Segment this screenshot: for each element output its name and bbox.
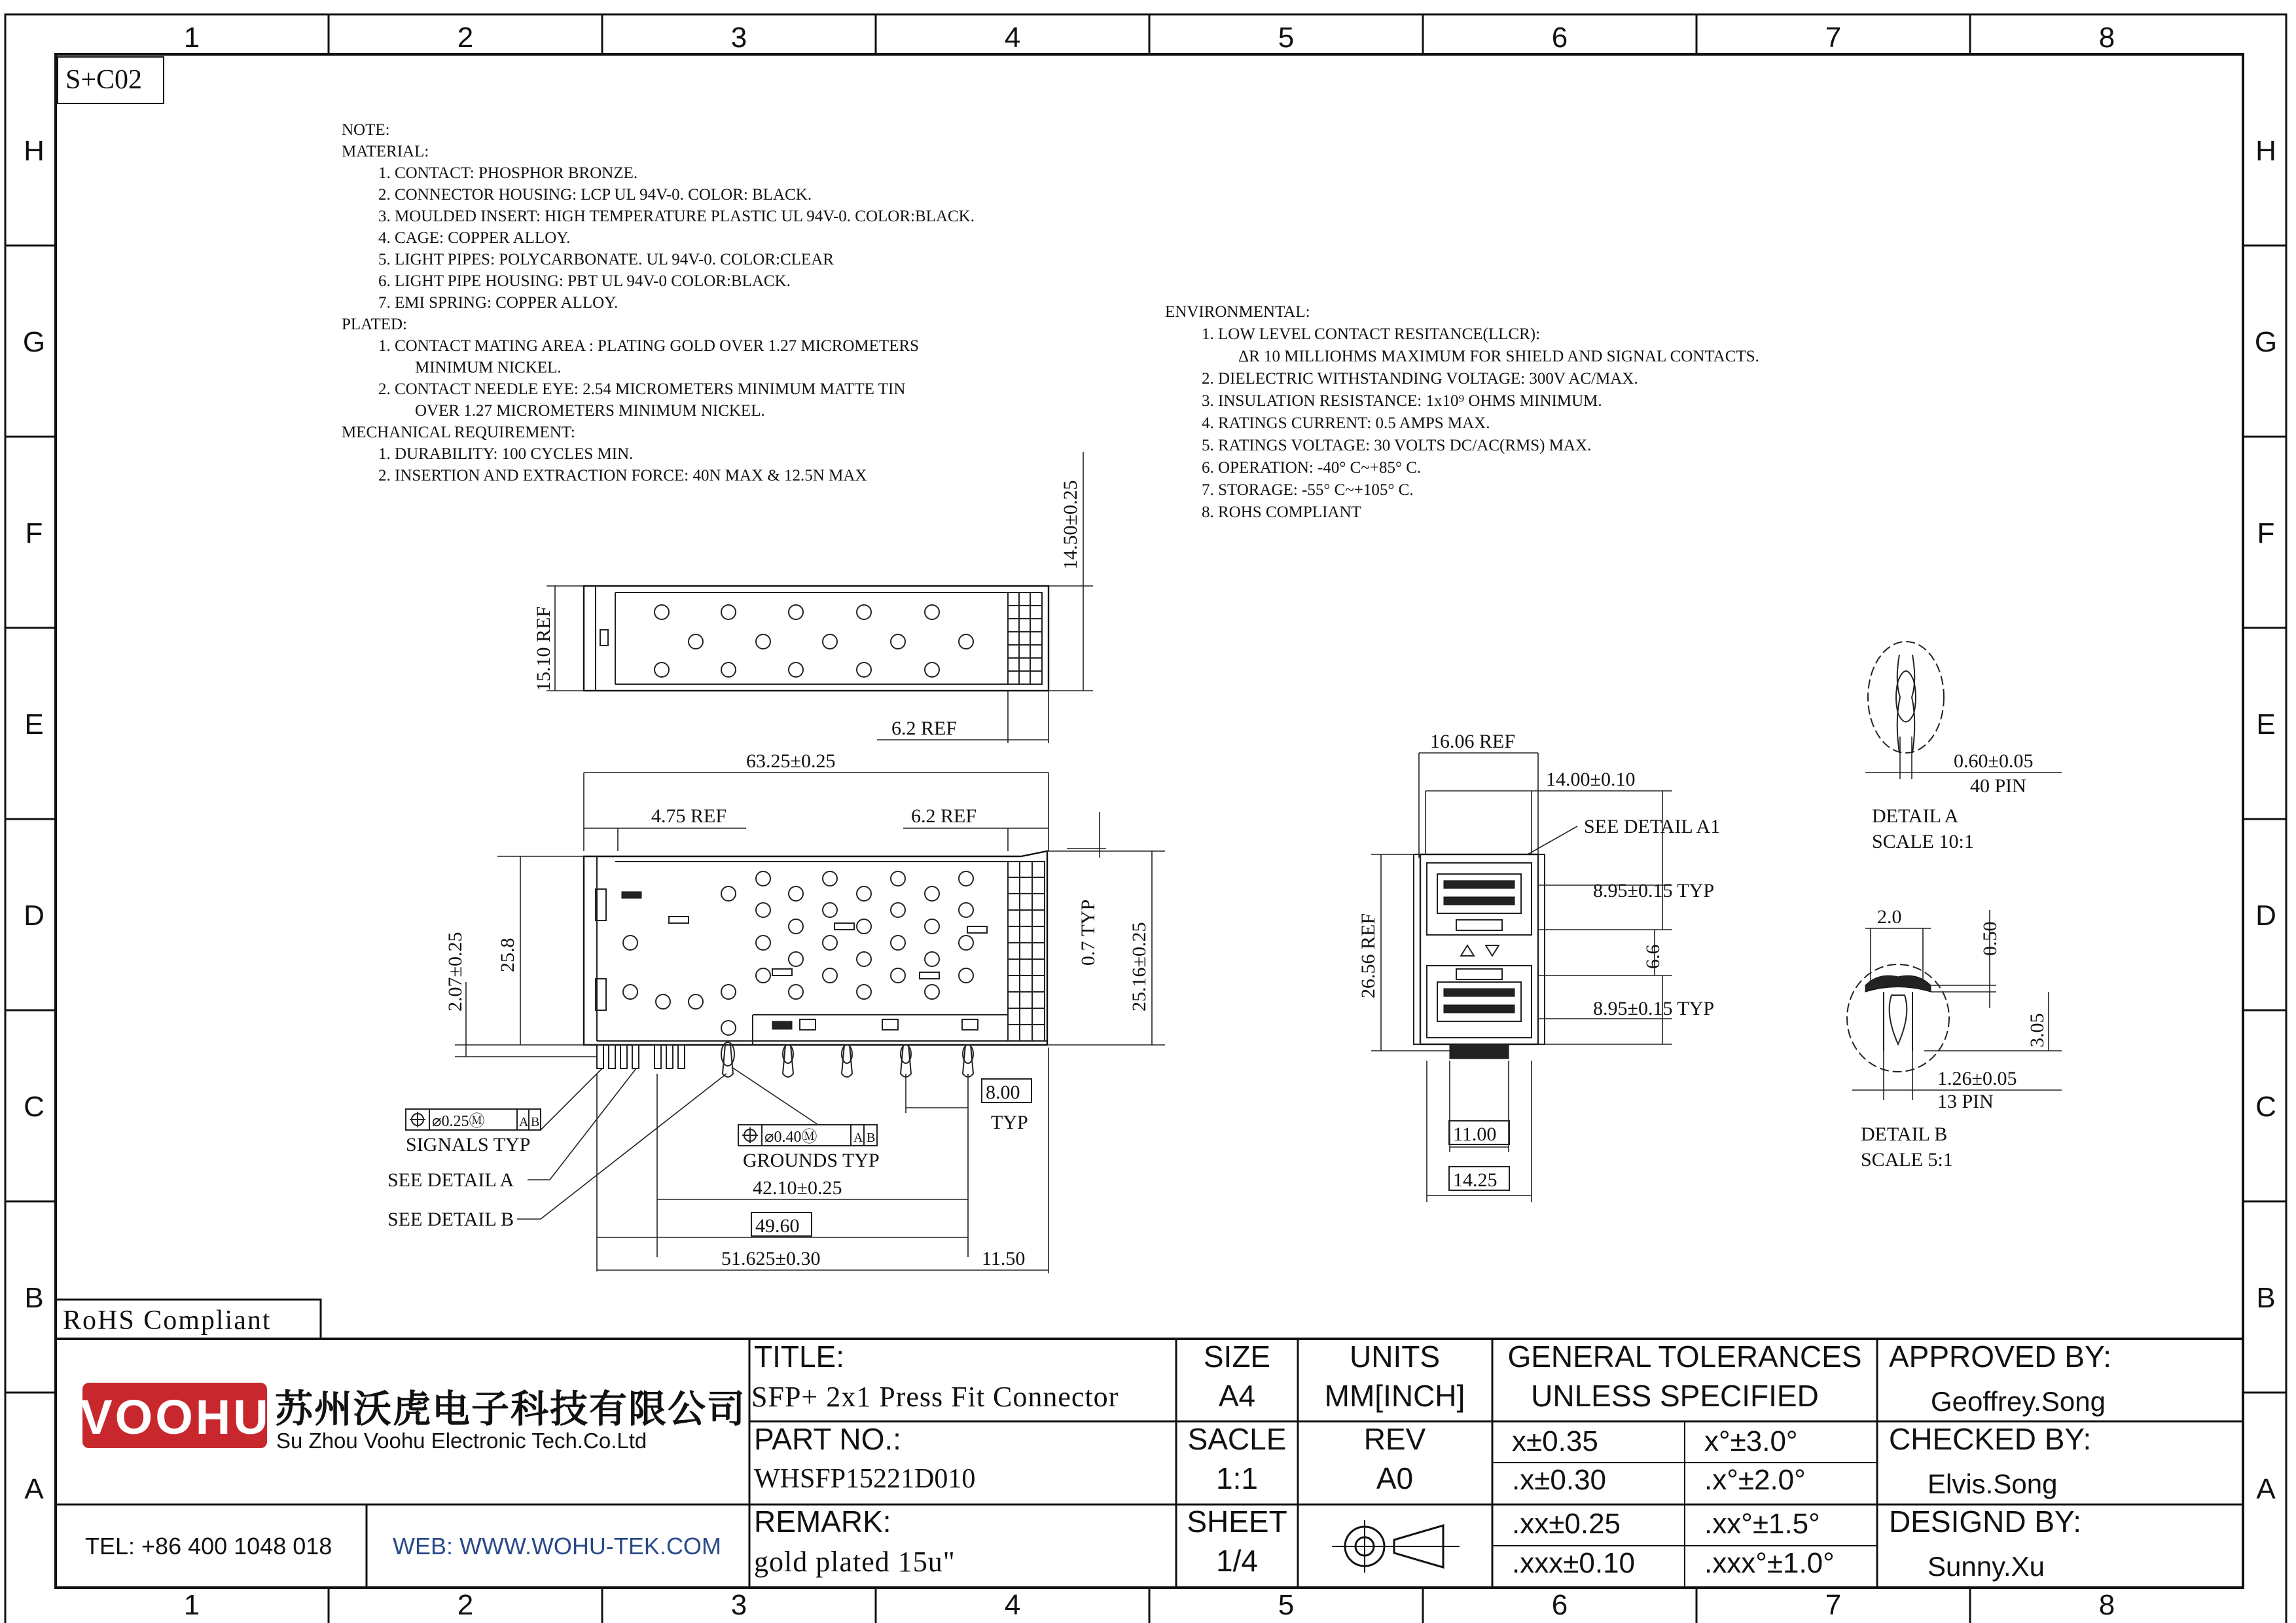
fcf-datum-a: A [853, 1131, 863, 1145]
signals-tolerance: ⌀0.25Ⓜ [432, 1113, 485, 1130]
row-label: D [24, 900, 45, 932]
note-line: 2. CONTACT NEEDLE EYE: 2.54 MICROMETERS MINIMUM MATTE TIN [378, 380, 906, 398]
units-value: MM[INCH] [1324, 1379, 1465, 1413]
pin-height: 2.07±0.25 [444, 932, 466, 1012]
environmental-block [1165, 303, 1759, 521]
note-line: 4. CAGE: COPPER ALLOY. [378, 229, 571, 247]
pitch-typ: TYP [991, 1112, 1028, 1133]
size-value: A4 [1218, 1379, 1256, 1413]
approved-value: Geoffrey.Song [1931, 1386, 2106, 1417]
tolerance-cell: x°±3.0° [1704, 1425, 1798, 1457]
fcf-datum-b: B [531, 1115, 540, 1129]
col-label: 8 [2098, 1589, 2115, 1621]
detail-a-scale: SCALE 10:1 [1872, 831, 1974, 852]
front-width: 14.00±0.10 [1546, 769, 1636, 790]
tolerance-cell: .x°±2.0° [1704, 1464, 1806, 1496]
row-label: E [2256, 708, 2276, 740]
grounds-typ-label: GROUNDS TYP [743, 1150, 880, 1171]
col-label: 1 [183, 1589, 200, 1621]
top-view-bottom-ref: 6.2 REF [891, 718, 958, 739]
top-view-side-ref: 15.10 REF [533, 606, 554, 691]
col-label: 2 [457, 22, 474, 54]
col-label: 5 [1278, 22, 1295, 54]
row-label: C [24, 1091, 45, 1123]
tolerance-table [1512, 1425, 1835, 1579]
tolerance-cell: .xx±0.25 [1512, 1508, 1621, 1540]
front-bottom-11: 11.00 [1453, 1123, 1497, 1145]
row-label: A [2256, 1473, 2276, 1505]
body-height: 25.8 [497, 938, 518, 972]
right-ref: 6.2 REF [911, 805, 977, 827]
note-line: 8. ROHS COMPLIANT [1202, 503, 1361, 521]
row-label: G [22, 326, 46, 358]
approved-label: APPROVED BY: [1889, 1340, 2112, 1374]
rev-value: A0 [1376, 1461, 1414, 1495]
col-label: 3 [730, 22, 747, 54]
detail-a [1865, 642, 2062, 852]
note-line: PLATED: [342, 316, 407, 333]
dim-11-50: 11.50 [982, 1248, 1026, 1269]
tolerance-cell: .xxx±0.10 [1512, 1547, 1636, 1579]
rev-label: REV [1363, 1422, 1426, 1456]
note-line: ENVIRONMENTAL: [1165, 303, 1310, 321]
dim-49-60: 49.60 [755, 1215, 800, 1237]
col-label: 5 [1278, 1589, 1295, 1621]
partno-value: WHSFP15221D010 [754, 1464, 976, 1494]
tolerance-header-1: GENERAL TOLERANCES [1507, 1340, 1862, 1374]
tolerance-cell: .xx°±1.5° [1704, 1508, 1820, 1540]
revision-stamp: S+C02 [65, 65, 143, 95]
front-width-ref: 16.06 REF [1430, 731, 1516, 752]
company-tel: TEL: +86 400 1048 018 [85, 1533, 332, 1559]
row-label: E [24, 708, 44, 740]
overall-length: 63.25±0.25 [746, 750, 836, 772]
note-line: 6. OPERATION: -40° C~+85° C. [1202, 459, 1422, 477]
tolerance-header-2: UNLESS SPECIFIED [1531, 1379, 1819, 1413]
note-line: 1. LOW LEVEL CONTACT RESITANCE(LLCR): [1202, 325, 1541, 343]
row-label: B [2256, 1282, 2276, 1314]
remark-label: REMARK: [754, 1504, 891, 1539]
title-label: TITLE: [754, 1340, 845, 1374]
grounds-fcf [738, 1125, 877, 1146]
row-label: A [24, 1473, 44, 1505]
pitch-box: 8.00 [986, 1082, 1020, 1103]
partno-label: PART NO.: [754, 1422, 901, 1456]
grounds-tolerance: ⌀0.40Ⓜ [764, 1129, 817, 1146]
port-mid-dim: 6.6 [1642, 944, 1664, 969]
side-view-cage [584, 851, 1047, 1045]
left-ref: 4.75 REF [651, 805, 727, 827]
front-bottom-14: 14.25 [1453, 1169, 1498, 1191]
fcf-datum-b: B [867, 1131, 876, 1145]
note-line: 1. CONTACT MATING AREA : PLATING GOLD OVER 1.27 MICROMETERS [378, 337, 920, 355]
see-detail-a: SEE DETAIL A [387, 1169, 514, 1191]
company-name-cn: 苏州沃虎电子科技有限公司 [275, 1387, 747, 1431]
note-line: 7. EMI SPRING: COPPER ALLOY. [378, 294, 619, 312]
scale-value: 1:1 [1216, 1461, 1258, 1495]
note-line: 2. DIELECTRIC WITHSTANDING VOLTAGE: 300V AC/MAX. [1202, 370, 1638, 388]
col-label: 7 [1825, 22, 1842, 54]
dim-42-10: 42.10±0.25 [753, 1177, 842, 1199]
note-line: 5. RATINGS VOLTAGE: 30 VOLTS DC/AC(RMS) MAX. [1202, 437, 1592, 454]
scale-label: SACLE [1187, 1422, 1287, 1456]
side-view [387, 750, 1165, 1273]
col-label: 3 [730, 1589, 747, 1621]
col-label: 6 [1551, 22, 1568, 54]
note-line: MINIMUM NICKEL. [415, 359, 562, 376]
front-height-ref: 26.56 REF [1357, 913, 1379, 998]
signals-typ-label: SIGNALS TYP [406, 1134, 531, 1156]
detail-b-scale: SCALE 5:1 [1861, 1149, 1953, 1171]
col-label: 2 [457, 1589, 474, 1621]
row-label: F [25, 517, 43, 549]
remark-value: gold plated 15u" [754, 1546, 956, 1578]
title-value: SFP+ 2x1 Press Fit Connector [751, 1381, 1119, 1413]
overall-height: 25.16±0.25 [1128, 922, 1150, 1012]
detail-a-pins: 40 PIN [1970, 775, 2026, 797]
top-view-cage [584, 586, 1049, 691]
tolerance-cell: .x±0.30 [1512, 1464, 1607, 1496]
rohs-label: RoHS Compliant [63, 1305, 272, 1336]
port-top-dim: 8.95±0.15 TYP [1593, 880, 1715, 902]
front-view-pins [1450, 1044, 1509, 1059]
col-label: 4 [1004, 1589, 1021, 1621]
col-label: 4 [1004, 22, 1021, 54]
note-line: 1. DURABILITY: 100 CYCLES MIN. [378, 445, 634, 463]
sheet-label: SHEET [1187, 1504, 1287, 1539]
port-bottom-dim: 8.95±0.15 TYP [1593, 998, 1715, 1019]
note-line: 1. CONTACT: PHOSPHOR BRONZE. [378, 164, 638, 182]
company-web: WEB: WWW.WOHU-TEK.COM [393, 1533, 721, 1559]
notes-block [342, 121, 975, 484]
note-line: 3. MOULDED INSERT: HIGH TEMPERATURE PLASTIC UL 94V-0. COLOR:BLACK. [378, 208, 975, 225]
checked-label: CHECKED BY: [1889, 1422, 2092, 1456]
col-label: 6 [1551, 1589, 1568, 1621]
sheet-value: 1/4 [1216, 1544, 1258, 1578]
detail-a-dim: 0.60±0.05 [1954, 750, 2034, 772]
note-line: 4. RATINGS CURRENT: 0.5 AMPS MAX. [1202, 414, 1490, 432]
note-line: 2. CONNECTOR HOUSING: LCP UL 94V-0. COLOR: BLACK. [378, 186, 812, 204]
designed-label: DESIGND BY: [1889, 1504, 2081, 1539]
row-label: G [2254, 326, 2278, 358]
designed-value: Sunny.Xu [1928, 1551, 2045, 1582]
detail-b-dim: 1.26±0.05 [1937, 1068, 2017, 1089]
size-label: SIZE [1203, 1340, 1271, 1374]
note-line: 6. LIGHT PIPE HOUSING: PBT UL 94V-0 COLOR:BLACK. [378, 272, 791, 290]
fcf-datum-a: A [519, 1115, 529, 1129]
detail-b-pins: 13 PIN [1937, 1091, 1994, 1112]
note-line: 2. INSERTION AND EXTRACTION FORCE: 40N MAX & 12.5N MAX [378, 467, 867, 484]
company-logo-text: VOOHU [80, 1390, 271, 1444]
top-view-height: 14.50±0.25 [1060, 480, 1081, 570]
row-label: D [2255, 900, 2276, 932]
col-label: 1 [183, 22, 200, 54]
note-line: MECHANICAL REQUIREMENT: [342, 424, 575, 441]
typ-small: 0.7 TYP [1077, 899, 1099, 966]
detail-b-title: DETAIL B [1861, 1123, 1948, 1145]
note-line: MATERIAL: [342, 143, 429, 160]
col-label: 8 [2098, 22, 2115, 54]
company-name-en: Su Zhou Voohu Electronic Tech.Co.Ltd [276, 1429, 647, 1453]
see-detail-b: SEE DETAIL B [387, 1209, 514, 1230]
dim-51-625: 51.625±0.30 [721, 1248, 821, 1269]
row-label: C [2255, 1091, 2276, 1123]
row-label: H [2255, 135, 2276, 167]
third-angle-projection-icon [1332, 1520, 1460, 1573]
detail-b [1847, 906, 2062, 1171]
col-label: 7 [1825, 1589, 1842, 1621]
note-line: 5. LIGHT PIPES: POLYCARBONATE. UL 94V-0. COLOR:CLEAR [378, 251, 834, 268]
tolerance-cell: .xxx°±1.0° [1704, 1547, 1835, 1579]
note-line: NOTE: [342, 121, 390, 139]
note-line: OVER 1.27 MICROMETERS MINIMUM NICKEL. [415, 402, 765, 420]
side-view-pins [597, 1042, 973, 1077]
row-label: H [24, 135, 45, 167]
front-view [1357, 731, 1720, 1202]
signals-fcf [406, 1109, 541, 1130]
row-label: B [24, 1282, 44, 1314]
detail-a-title: DETAIL A [1872, 805, 1959, 827]
detail-b-top: 2.0 [1877, 906, 1902, 928]
row-label: F [2257, 517, 2275, 549]
note-line: 3. INSULATION RESISTANCE: 1x10⁹ OHMS MINIMUM. [1202, 392, 1602, 410]
note-line: ΔR 10 MILLIOHMS MAXIMUM FOR SHIELD AND SIGNAL CONTACTS. [1238, 348, 1759, 365]
detail-b-height: 3.05 [2026, 1013, 2048, 1048]
detail-b-right: 0.50 [1979, 921, 2001, 956]
see-detail-a1: SEE DETAIL A1 [1584, 816, 1721, 837]
top-view [533, 452, 1093, 743]
title-block [56, 1339, 2243, 1588]
units-label: UNITS [1350, 1340, 1440, 1374]
note-line: 7. STORAGE: -55° C~+105° C. [1202, 481, 1414, 499]
tolerance-cell: x±0.35 [1512, 1425, 1598, 1457]
checked-value: Elvis.Song [1928, 1468, 2058, 1499]
